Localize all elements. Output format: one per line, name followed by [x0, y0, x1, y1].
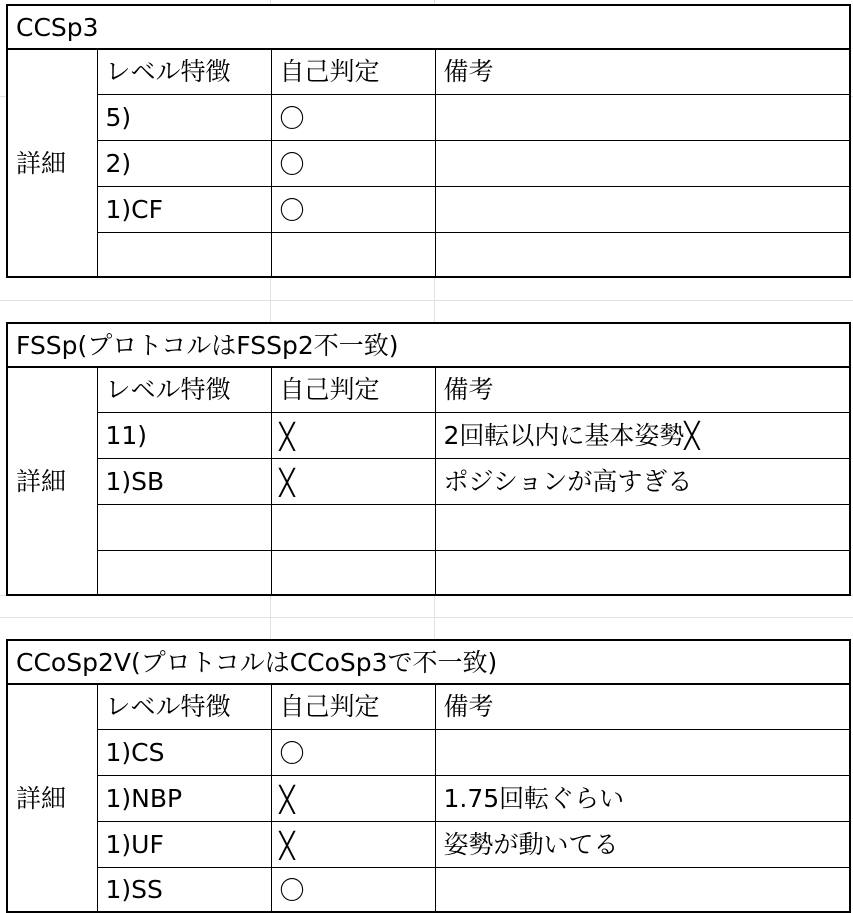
- note-cell[interactable]: [435, 504, 850, 550]
- circle-mark: 〇: [279, 103, 305, 133]
- level-cell[interactable]: 1)SB: [97, 458, 271, 504]
- section-title[interactable]: FSSp(プロトコルはFSSp2不一致): [7, 323, 850, 367]
- judge-cell[interactable]: [271, 504, 435, 550]
- judge-cell[interactable]: [271, 729, 435, 775]
- judge-cell[interactable]: [271, 412, 435, 458]
- circle-mark: 〇: [279, 149, 305, 179]
- judge-cell[interactable]: [271, 94, 435, 140]
- section-table: [6, 322, 851, 596]
- judge-cell[interactable]: [271, 186, 435, 232]
- judge-cell[interactable]: [271, 867, 435, 912]
- judge-cell[interactable]: [271, 458, 435, 504]
- cross-mark: ╳: [279, 467, 295, 497]
- circle-mark: 〇: [279, 738, 305, 768]
- header-judge[interactable]: 自己判定: [271, 684, 435, 729]
- note-cell[interactable]: 2回転以内に基本姿勢╳: [435, 412, 850, 458]
- section-fssp: [6, 322, 849, 596]
- circle-mark: 〇: [279, 875, 305, 905]
- note-cell[interactable]: [435, 140, 850, 186]
- level-cell[interactable]: 11): [97, 412, 271, 458]
- note-cell[interactable]: [435, 186, 850, 232]
- note-cell[interactable]: ポジションが高すぎる: [435, 458, 850, 504]
- level-cell[interactable]: [97, 550, 271, 595]
- level-cell[interactable]: 1)CF: [97, 186, 271, 232]
- level-cell[interactable]: 5): [97, 94, 271, 140]
- note-cell[interactable]: 1.75回転ぐらい: [435, 775, 850, 821]
- cross-mark: ╳: [279, 830, 295, 860]
- judge-cell[interactable]: [271, 232, 435, 277]
- section-title[interactable]: CCoSp2V(プロトコルはCCoSp3で不一致): [7, 640, 850, 684]
- row-label-cell[interactable]: 詳細: [7, 49, 97, 277]
- header-judge[interactable]: 自己判定: [271, 49, 435, 94]
- note-cell[interactable]: [435, 729, 850, 775]
- header-note[interactable]: 備考: [435, 684, 850, 729]
- judge-cell[interactable]: [271, 775, 435, 821]
- judge-cell[interactable]: [271, 821, 435, 867]
- level-cell[interactable]: [97, 504, 271, 550]
- note-cell[interactable]: [435, 867, 850, 912]
- row-label-cell[interactable]: 詳細: [7, 684, 97, 912]
- section-ccsp3: [6, 4, 849, 278]
- header-level[interactable]: レベル特徴: [97, 367, 271, 412]
- section-ccosp2v: [6, 639, 849, 913]
- note-cell[interactable]: [435, 550, 850, 595]
- header-note[interactable]: 備考: [435, 367, 850, 412]
- header-note[interactable]: 備考: [435, 49, 850, 94]
- level-cell[interactable]: 1)SS: [97, 867, 271, 912]
- judge-cell[interactable]: [271, 140, 435, 186]
- header-judge[interactable]: 自己判定: [271, 367, 435, 412]
- level-cell[interactable]: 1)NBP: [97, 775, 271, 821]
- level-cell[interactable]: 1)CS: [97, 729, 271, 775]
- cross-mark: ╳: [279, 784, 295, 814]
- note-cell[interactable]: [435, 94, 850, 140]
- section-title[interactable]: CCSp3: [7, 5, 850, 49]
- judge-cell[interactable]: [271, 550, 435, 595]
- circle-mark: 〇: [279, 195, 305, 225]
- section-table: [6, 639, 851, 913]
- note-cell[interactable]: [435, 232, 850, 277]
- header-level[interactable]: レベル特徴: [97, 49, 271, 94]
- level-cell[interactable]: 2): [97, 140, 271, 186]
- level-cell[interactable]: 1)UF: [97, 821, 271, 867]
- note-cell[interactable]: 姿勢が動いてる: [435, 821, 850, 867]
- section-table: [6, 4, 851, 278]
- header-level[interactable]: レベル特徴: [97, 684, 271, 729]
- level-cell[interactable]: [97, 232, 271, 277]
- row-label-cell[interactable]: 詳細: [7, 367, 97, 595]
- cross-mark: ╳: [279, 421, 295, 451]
